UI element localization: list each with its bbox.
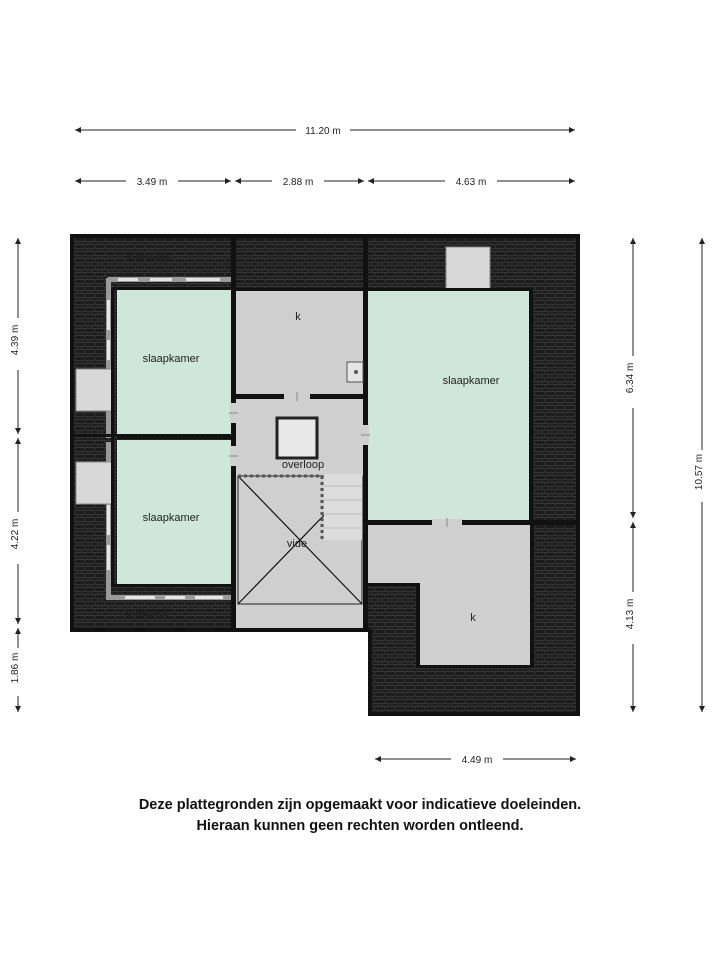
skylight-right <box>446 247 490 289</box>
label-bedroom-right: slaapkamer <box>442 375 500 387</box>
label-knee-wall-bottom: knieschot <box>124 608 168 619</box>
stair-section <box>324 474 362 540</box>
dim-total-width: 11.20 m <box>305 126 341 137</box>
dim-segment-3: 4.63 m <box>455 177 487 188</box>
dim-segment-2: 2.88 m <box>282 177 314 188</box>
disclaimer-line-2: Hieraan kunnen geen rechten worden ontleend. <box>196 818 524 834</box>
dim-left-top: 4.39 m <box>10 324 21 356</box>
skylight-left-top <box>76 369 112 411</box>
label-bedroom-top-left: slaapkamer <box>142 353 200 365</box>
roof-hatch <box>277 418 317 458</box>
disclaimer-line-1: Deze plattegronden zijn opgemaakt voor indicatieve doeleinden. <box>138 797 582 813</box>
dim-left-middle: 4.22 m <box>10 518 21 550</box>
dim-right-top: 6.34 m <box>625 362 636 394</box>
dim-bottom-right: 4.49 m <box>461 755 493 766</box>
room-bedroom-right <box>368 290 532 521</box>
label-void: vide <box>286 538 308 550</box>
label-bedroom-bottom-left: slaapkamer <box>142 512 200 524</box>
dim-segment-1: 3.49 m <box>136 177 168 188</box>
label-closet-top: k <box>295 311 301 323</box>
skylight-left-bottom <box>76 462 112 504</box>
dim-right-bottom: 4.13 m <box>625 598 636 630</box>
sink-drain-icon <box>354 370 358 374</box>
label-landing: overloop <box>281 459 325 471</box>
room-closet-top <box>234 290 364 396</box>
dim-right-total: 10.57 m <box>694 453 705 491</box>
label-closet-bottom-right: k <box>470 612 476 624</box>
label-knee-wall-top: knieschot <box>126 251 170 262</box>
dim-left-bottom: 1.86 m <box>10 652 21 684</box>
